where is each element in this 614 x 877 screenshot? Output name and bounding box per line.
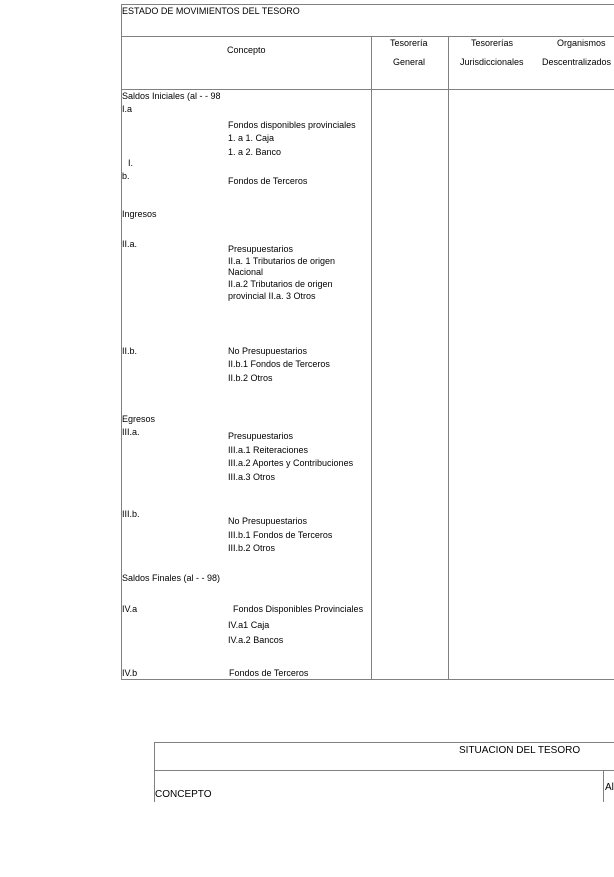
rule-table-bottom <box>121 679 614 680</box>
header-jurisdiccionales: Jurisdiccionales <box>460 57 524 67</box>
egr-no-presupuestarios: No Presupuestarios <box>228 516 308 526</box>
header-organismos: Organismos <box>557 38 606 48</box>
code-iiia: III.a. <box>122 427 140 437</box>
fondos-terceros: Fondos de Terceros <box>228 176 308 186</box>
rule-t2-title-bottom <box>154 770 614 771</box>
code-b: b. <box>122 171 130 181</box>
situacion-title: SITUACION DEL TESORO <box>459 745 581 756</box>
egresos: Egresos <box>122 414 156 424</box>
tributarios-provincial-1: II.a.2 Tributarios de origen <box>228 279 333 289</box>
rule-col-1 <box>371 36 372 679</box>
iva-fondos-disponibles: Fondos Disponibles Provinciales <box>233 604 364 614</box>
table-title: ESTADO DE MOVIMIENTOS DEL TESORO <box>122 6 300 16</box>
caja: 1. a 1. Caja <box>228 133 275 143</box>
rule-col-2 <box>448 36 449 679</box>
code-iia: II.a. <box>122 239 138 249</box>
iiia1-reiteraciones: III.a.1 Reiteraciones <box>228 445 309 455</box>
iib1-fondos-terceros: II.b.1 Fondos de Terceros <box>228 359 330 369</box>
header-tesorerias: Tesorerías <box>471 38 514 48</box>
header-concepto: Concepto <box>227 45 266 55</box>
situacion-concepto: CONCEPTO <box>155 789 212 800</box>
code-iiib: III.b. <box>122 509 140 519</box>
ingresos: Ingresos <box>122 209 157 219</box>
presupuestarios: Presupuestarios <box>228 244 294 254</box>
code-iva: IV.a <box>122 604 138 614</box>
iva2-bancos: IV.a.2 Bancos <box>228 635 284 645</box>
fondos-disponibles: Fondos disponibles provinciales <box>228 120 356 130</box>
saldos-iniciales: Saldos Iniciales (al - - 98 <box>122 91 221 101</box>
iiia2-aportes: III.a.2 Aportes y Contribuciones <box>228 458 354 468</box>
code-ivb: IV.b <box>122 668 138 678</box>
tributarios-provincial-2: provincial II.a. 3 Otros <box>228 291 316 301</box>
iiib2-otros: III.b.2 Otros <box>228 543 276 553</box>
header-general: General <box>393 57 426 67</box>
rule-title-bottom <box>121 36 614 37</box>
iib2-otros: II.b.2 Otros <box>228 373 273 383</box>
iva1-caja: IV.a1 Caja <box>228 620 270 630</box>
no-presupuestarios: No Presupuestarios <box>228 346 308 356</box>
code-i: I. <box>128 158 134 168</box>
tributarios-nacional-2: Nacional <box>228 267 264 277</box>
iiib1-fondos-terceros: III.b.1 Fondos de Terceros <box>228 530 333 540</box>
ivb-fondos-terceros: Fondos de Terceros <box>229 668 309 678</box>
rule-header-bottom <box>121 89 614 90</box>
saldos-finales: Saldos Finales (al - - 98) <box>122 573 221 583</box>
rule-top <box>121 4 614 5</box>
header-tesoreria: Tesorería <box>390 38 428 48</box>
iiia3-otros: III.a.3 Otros <box>228 472 276 482</box>
tributarios-nacional-1: II.a. 1 Tributarios de origen <box>228 256 336 266</box>
rule-t2-col <box>603 770 604 802</box>
header-descentralizados: Descentralizados <box>542 57 612 67</box>
situacion-col-al: Al <box>605 782 614 793</box>
egr-presupuestarios: Presupuestarios <box>228 431 294 441</box>
banco: 1. a 2. Banco <box>228 147 282 157</box>
code-ia: I.a <box>122 104 133 114</box>
rule-t2-top <box>154 742 614 743</box>
code-iib: II.b. <box>122 346 138 356</box>
